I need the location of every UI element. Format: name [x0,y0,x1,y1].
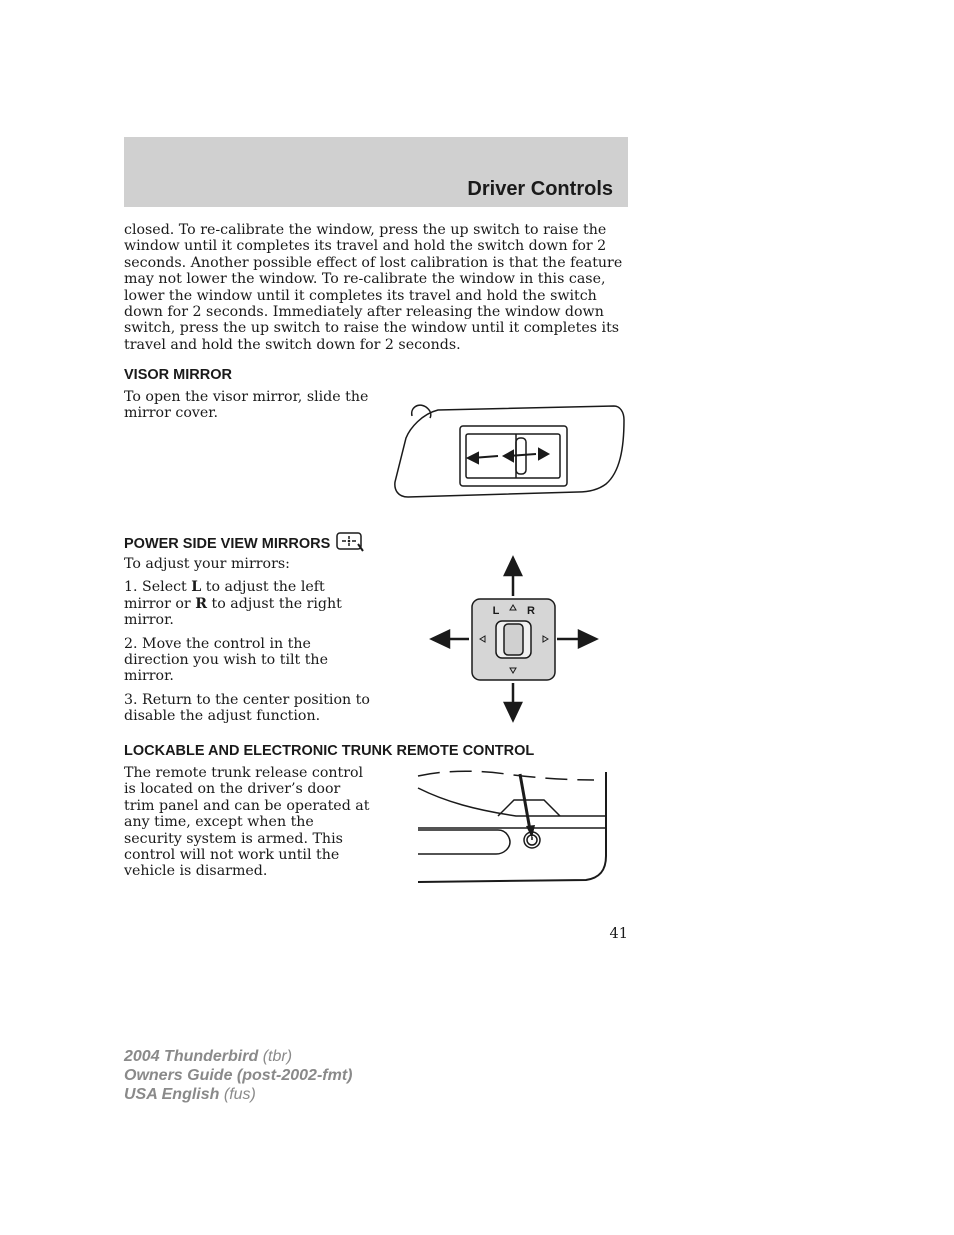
footer-line-2: Owners Guide (post-2002-fmt) [124,1067,353,1084]
trunk-remote-paragraph: The remote trunk release control is located on the driver’s door trim panel and can be operated at any time, except when the security system is armed. This control will not work until the vehicle is disarmed. [124,765,370,880]
mirror-control-illustration [430,556,598,722]
power-mirrors-heading [124,532,364,552]
footer-line-3: USA English (fus) [124,1086,256,1103]
document-footer [124,1047,352,1104]
arrow-left-icon [432,631,449,647]
footer-line-1: 2004 Thunderbird (tbr) [124,1048,293,1065]
power-mirrors-heading-text: POWER SIDE VIEW MIRRORS [124,536,331,552]
visor-mirror-illustration [392,398,628,502]
arrow-up-icon [505,558,521,575]
mirrors-step-2: 2. Move the control in the direction you wish to tilt the mirror. [124,635,328,685]
arrow-right-icon [579,631,596,647]
intro-paragraph: closed. To re-calibrate the window, press the up switch to raise the window until it completes its travel and hold the switch down for 2 seconds. Another possible effect of lost calibration is that the feature may not lower the window. To re-calibrate the window in this case, lower the window until it completes its travel and hold the switch down for 2 seconds. Immediately after releasing the window down switch, press the up switch to raise the window until it completes its travel and hold the switch down for 2 seconds. [124,222,623,353]
left-key: L [191,579,202,596]
header-band [124,137,628,207]
power-mirrors-text [124,556,374,732]
visor-mirror-heading: VISOR MIRROR [124,367,232,383]
mirrors-step-3: 3. Return to the center position to disable the adjust function. [124,691,370,725]
section-title: Driver Controls [467,178,613,200]
trunk-release-illustration [416,766,612,886]
visor-mirror-text [124,389,369,429]
switch-label-right: R [527,605,535,617]
mirrors-intro: To adjust your mirrors: [124,556,290,572]
right-key: R [195,595,208,612]
switch-label-left: L [492,605,500,617]
trunk-remote-text [124,765,374,887]
mirrors-step-1: 1. Select L to adjust the left mirror or R to adjust the right mirror. [124,579,342,629]
visor-mirror-paragraph: To open the visor mirror, slide the mirror cover. [124,389,369,422]
arrow-down-icon [505,703,521,720]
trunk-remote-heading: LOCKABLE AND ELECTRONIC TRUNK REMOTE CONTROL [124,743,535,759]
mirror-symbol-icon [336,532,364,552]
page-number: 41 [609,926,628,942]
